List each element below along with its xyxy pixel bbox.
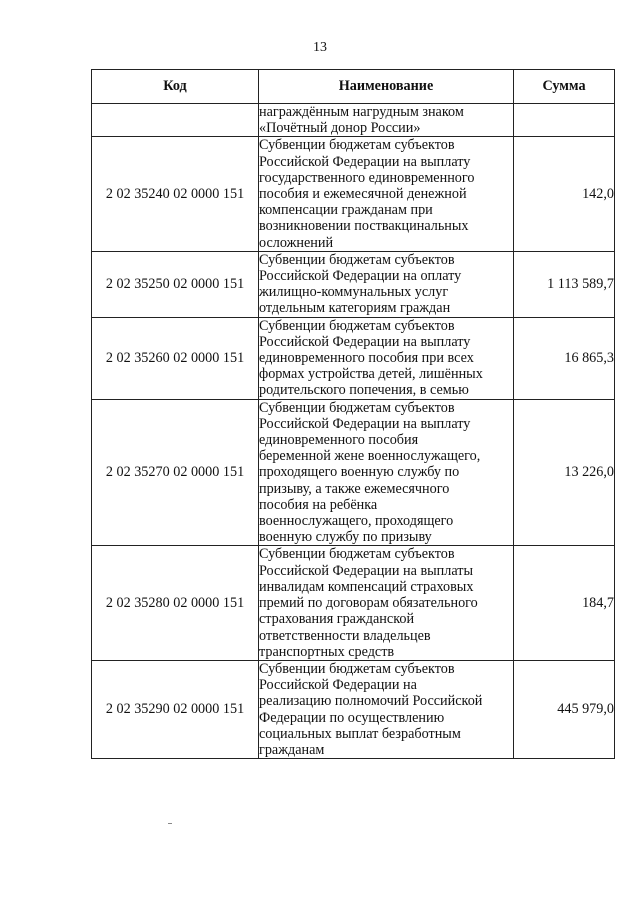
- name-line: гражданам: [259, 741, 325, 758]
- cell-code: 2 02 35250 02 0000 151: [92, 251, 259, 317]
- name-line: пособия на ребёнка: [259, 496, 378, 513]
- name-line: Российской Федерации на выплату: [259, 333, 471, 350]
- cell-name: [259, 660, 514, 758]
- name-line: государственного единовременного: [259, 169, 475, 186]
- name-line: формах устройства детей, лишённых: [259, 366, 483, 383]
- table-body: [92, 104, 615, 759]
- cell-code: 2 02 35280 02 0000 151: [92, 546, 259, 660]
- cell-name: [259, 104, 514, 137]
- name-line: пособия и ежемесячной денежной: [259, 186, 467, 203]
- name-line: реализацию полномочий Российской: [259, 693, 483, 710]
- name-line: призыву, а также ежемесячного: [259, 480, 450, 497]
- table-row: [92, 251, 615, 317]
- table-row: [92, 104, 615, 137]
- name-line: осложнений: [259, 234, 334, 251]
- name-line: единовременного пособия при всех: [259, 350, 474, 367]
- header-name: Наименование: [259, 70, 514, 104]
- name-line: Российской Федерации на выплаты: [259, 562, 474, 579]
- name-line: отдельным категориям граждан: [259, 300, 451, 317]
- table-row: [92, 317, 615, 399]
- name-line: «Почётный донор России»: [259, 120, 421, 137]
- page-number: 13: [313, 40, 327, 55]
- name-line: Российской Федерации на оплату: [259, 268, 462, 285]
- name-line: проходящего военную службу по: [259, 464, 460, 481]
- name-line: Субвенции бюджетам субъектов: [259, 399, 455, 416]
- budget-table: [91, 69, 615, 759]
- cell-sum: 16 865,3: [514, 317, 615, 399]
- name-line: жилищно-коммунальных услуг: [259, 284, 449, 301]
- cell-sum: 184,7: [514, 546, 615, 660]
- header-sum: Сумма: [514, 70, 615, 104]
- name-line: ответственности владельцев: [259, 627, 431, 644]
- name-line: транспортных средств: [259, 643, 395, 660]
- name-line: родительского попечения, в семью: [259, 382, 469, 399]
- name-line: инвалидам компенсаций страховых: [259, 578, 474, 595]
- table-row: [92, 546, 615, 660]
- name-line: Российской Федерации на выплату: [259, 415, 471, 432]
- header-code: Код: [92, 70, 259, 104]
- cell-code: [92, 104, 259, 137]
- table-header-row: [92, 70, 615, 104]
- cell-sum: [514, 104, 615, 137]
- name-line: военнослужащего, проходящего: [259, 513, 454, 530]
- table-row: [92, 137, 615, 251]
- name-line: Субвенции бюджетам субъектов: [259, 660, 455, 677]
- cell-code: 2 02 35270 02 0000 151: [92, 399, 259, 546]
- cell-sum: 13 226,0: [514, 399, 615, 546]
- cell-code: 2 02 35290 02 0000 151: [92, 660, 259, 758]
- name-line: военную службу по призыву: [259, 529, 432, 546]
- name-line: Российской Федерации на выплату: [259, 153, 471, 170]
- cell-name: [259, 137, 514, 251]
- table-row: [92, 399, 615, 546]
- stray-mark: [168, 823, 172, 824]
- name-line: Субвенции бюджетам субъектов: [259, 137, 455, 154]
- name-line: беременной жене военнослужащего,: [259, 448, 481, 465]
- name-line: компенсации гражданам при: [259, 202, 433, 219]
- cell-name: [259, 317, 514, 399]
- name-line: единовременного пособия: [259, 432, 419, 449]
- name-line: Российской Федерации на: [259, 677, 417, 694]
- cell-code: 2 02 35240 02 0000 151: [92, 137, 259, 251]
- cell-name: [259, 546, 514, 660]
- name-line: премий по договорам обязательного: [259, 595, 478, 612]
- name-line: Субвенции бюджетам субъектов: [259, 546, 455, 563]
- name-line: Федерации по осуществлению: [259, 709, 445, 726]
- name-line: страхования гражданской: [259, 611, 415, 628]
- cell-name: [259, 251, 514, 317]
- cell-sum: 445 979,0: [514, 660, 615, 758]
- name-line: Субвенции бюджетам субъектов: [259, 317, 455, 334]
- cell-code: 2 02 35260 02 0000 151: [92, 317, 259, 399]
- name-line: Субвенции бюджетам субъектов: [259, 251, 455, 268]
- name-line: награждённым нагрудным знаком: [259, 104, 464, 120]
- cell-name: [259, 399, 514, 546]
- name-line: социальных выплат безработным: [259, 725, 461, 742]
- table-row: [92, 660, 615, 758]
- cell-sum: 1 113 589,7: [514, 251, 615, 317]
- name-line: возникновении поствакцинальных: [259, 218, 469, 235]
- cell-sum: 142,0: [514, 137, 615, 251]
